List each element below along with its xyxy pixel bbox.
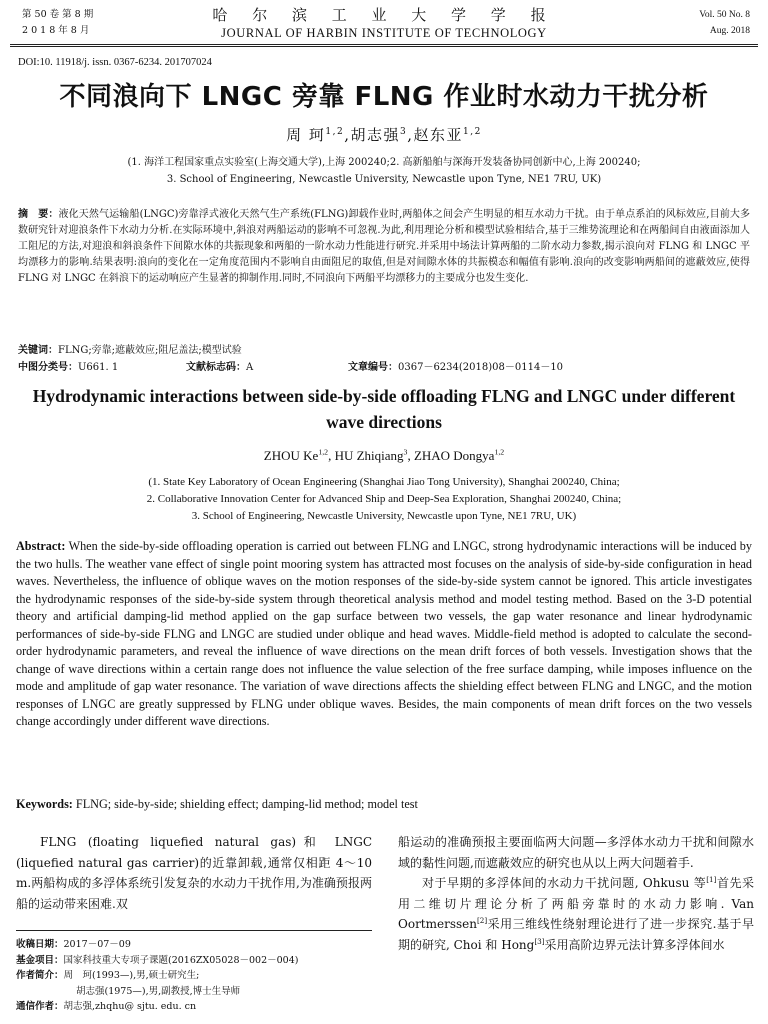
author-sep: ,	[407, 126, 414, 144]
body-text: 采用三维线性绕射理论进行了进一步探究.基于早期的研究, Choi 和 Hong	[398, 917, 754, 952]
footnote-corr	[16, 999, 372, 1015]
citation[interactable]: [3]	[534, 936, 545, 946]
volume-issue-en: Vol. 50 No. 8	[699, 10, 750, 20]
clc-label: 中图分类号：	[18, 362, 78, 373]
abstract-cn-label: 摘 要：	[18, 209, 59, 220]
author-en: ZHAO Dongya	[413, 448, 495, 463]
affiliation-en-3: 3. School of Engineering, Newcastle University, Newcastle upon Tyne, NE1 7RU, UK)	[191, 510, 577, 522]
article-number	[348, 360, 563, 376]
author-sup: 1,2	[318, 447, 329, 457]
keywords-en	[16, 797, 752, 812]
footnote-bio-2: 胡志强(1975—),男,副教授,博士生导师	[76, 985, 241, 997]
doc-label: 文献标志码：	[186, 362, 246, 373]
keywords-en-text: FLNG; side-by-side; shielding effect; damping-lid method; model test	[72, 797, 418, 811]
author-sep: ,	[328, 448, 335, 463]
citation[interactable]: [1]	[706, 875, 717, 885]
keywords-cn-text: FLNG;旁靠;遮蔽效应;阻尼盖法;模型试验	[58, 345, 242, 356]
fund-label: 基金项目：	[16, 954, 64, 966]
author-cn: 胡志强	[350, 126, 401, 144]
footnote-rule	[16, 930, 372, 931]
doc-code	[186, 360, 253, 376]
author-sup: 3	[403, 447, 408, 457]
author-en: ZHOU Ke	[263, 448, 319, 463]
keywords-en-label: Keywords:	[16, 797, 73, 811]
author-cn: 周 珂	[286, 126, 326, 144]
keywords-cn	[18, 343, 750, 359]
volume-issue-cn: 第 50 卷 第 8 期	[22, 9, 94, 20]
journal-name-cn: 哈 尔 滨 工 业 大 学 学 报	[212, 6, 556, 24]
body-text: 采用高阶边界元法计算多浮体间水	[544, 937, 725, 952]
keywords-cn-label: 关键词：	[18, 345, 58, 356]
affiliation-cn-1: (1. 海洋工程国家重点实验室(上海交通大学),上海 200240;2. 高新船舶与深海开发装备协同创新中心,上海 200240;	[127, 157, 641, 168]
title-en: Hydrodynamic interactions between side-by-side offloading FLNG and LNGC under different wave directions	[32, 386, 736, 432]
date-en: Aug. 2018	[709, 26, 750, 36]
doi: DOI:10. 11918/j. issn. 0367-6234. 201707024	[18, 57, 212, 68]
body-column-left	[16, 832, 372, 914]
title-cn: 不同浪向下 LNGC 旁靠 FLNG 作业时水动力干扰分析	[59, 82, 709, 112]
abstract-en	[16, 538, 752, 731]
abstract-cn-text: 液化天然气运输船(LNGC)旁靠浮式液化天然气生产系统(FLNG)卸载作业时,两船体之间会产生明显的相互水动力干扰。由于单点系泊的风标效应,目前大多数研究针对迎浪条件下水动力分析.在实际环境中,斜浪对两船运动的影响不可忽视.为此,利用理论分析和模型试验相结合,基于三维势流理论和在两船间自由液面添加人工阻尼的方法,对迎浪和斜浪条件下间隙水体的共振现象和两船的一阶水动力性能进行研究.并采用中场法计算两船的二阶水动力参数,揭示浪向对 FLNG 和 LNGC 平均漂移力的影响.结果表明:浪向的变化在一定角度范围内不影响自由面阻尼的取值,但是对间隙水体的共振模态和幅值有影响.浪向的改变影响两船间的遮蔽效应,使得 FLNG 对 LNGC 在斜浪下的运动响应产生显著的抑制作用.同时,不同浪向下两船平均漂移力的主要成分也发生变化.	[18, 209, 751, 284]
body-text: 首先采用二维切片理论分析了两船旁靠时的水动力影响. Van Oortmerssen	[398, 876, 754, 932]
body-column-right	[398, 832, 754, 956]
citation[interactable]: [2]	[476, 916, 488, 926]
bio-text: 周 珂(1993—),男,硕士研究生;	[63, 970, 200, 981]
author-sep: ,	[344, 126, 351, 144]
body-paragraph	[398, 873, 754, 955]
classification-line	[18, 360, 750, 376]
header-rule-thin	[10, 46, 758, 47]
abstract-cn	[18, 207, 750, 287]
affiliation-en-1: (1. State Key Laboratory of Ocean Engineering (Shanghai Jiao Tong University), Shanghai 200240, China;	[148, 476, 620, 488]
header-right	[699, 7, 750, 39]
affiliation-cn-2: 3. School of Engineering, Newcastle University, Newcastle upon Tyne, NE1 7RU, UK)	[166, 174, 602, 185]
author-sep: ,	[407, 448, 414, 463]
footnote-fund	[16, 953, 372, 969]
authors-en	[0, 448, 768, 464]
clc-value: U661. 1	[78, 362, 119, 373]
header-rule	[10, 44, 758, 45]
footnote-bio	[16, 968, 372, 984]
header-center	[14, 5, 754, 41]
author-sup: 1,2	[494, 447, 505, 457]
body-paragraph: 船运动的准确预报主要面临两大问题—多浮体水动力干扰和间隙水域的黏性问题,而遮蔽效应的研究也从以上两大问题着手.	[398, 835, 754, 870]
abstract-en-text: When the side-by-side offloading operation is carried out between FLNG and LNGC, strong hydrodynamic interactions will be induced by the two hulls. The weather vane effect of single point mooring system has attracted most focuses on the analysis of side-by-side configuration in head waves. Nevertheless, the influence of oblique waves on the motion responses of the side-by-side system cannot be ignored. This article investigates the hydrodynamic responses of the side-by-side system through theoretical analysis method and model testing method. Based on the 3-D potential theory and artificial damping-lid method applied on the gap surface between two vessels, the gap water resonance and linear hydrodynamic performances of side-by-side FLNG and LNGC are studied under oblique and head waves. Middle-field method is adopted to calculate the second-order hydrodynamic parameters, and reveal the influence of wave directions on the mean drift forces of both vessels. Investigation shows that the change of wave directions within a certain range does not influence the value selection of the free surface damping, while imposes influence on the mode and amplitude of gap water resonance. The variation of wave directions affects the shielding effect between FLNG and LNGC, and the motion responses of LNGC are greatly suppressed by FLNG under oblique waves. Besides, the main components of mean drift forces on the two vessels change accordingly under different wave directions.	[16, 539, 752, 728]
body-paragraph: FLNG (floating liquefied natural gas)和 LNGC (liquefied natural gas carrier)的近靠卸载,通常仅相距 4～10 m.两船构成的多浮体系统引发复杂的水动力干扰作用,为准确预报两船的运动带来困难.双	[16, 835, 372, 911]
art-label: 文章编号：	[348, 362, 398, 373]
author-sup: 3	[400, 127, 408, 137]
abstract-en-label: Abstract:	[16, 539, 66, 553]
author-cn: 赵东亚	[413, 126, 464, 144]
author-sup: 1,2	[463, 127, 482, 137]
date-cn: 2 0 1 8 年 8 月	[22, 25, 90, 36]
footnotes	[16, 937, 372, 1015]
authors-cn	[0, 124, 768, 145]
fund-text: 国家科技重大专项子课题(2016ZX05028－002－004)	[63, 954, 299, 966]
journal-name-en: JOURNAL OF HARBIN INSTITUTE OF TECHNOLOGY	[221, 26, 547, 40]
doc-value: A	[246, 362, 254, 373]
footnote-received	[16, 937, 372, 953]
received-label: 收稿日期：	[16, 939, 64, 950]
corr-label: 通信作者：	[16, 1001, 64, 1012]
running-header	[14, 4, 754, 44]
bio-label: 作者简介：	[16, 970, 64, 981]
affiliation-en-2: 2. Collaborative Innovation Center for Advanced Ship and Deep-Sea Exploration, Shanghai 200240, China;	[146, 493, 622, 505]
corr-text[interactable]: 胡志强,zhqhu@ sjtu. edu. cn	[63, 1001, 197, 1012]
received-date: 2017－07－09	[63, 939, 131, 950]
author-en: HU Zhiqiang	[334, 448, 404, 463]
body-text: 对于早期的多浮体间的水动力干扰问题, Ohkusu 等	[422, 876, 707, 891]
art-value: 0367－6234(2018)08－0114－10	[398, 362, 564, 373]
author-sup: 1,2	[325, 127, 345, 137]
